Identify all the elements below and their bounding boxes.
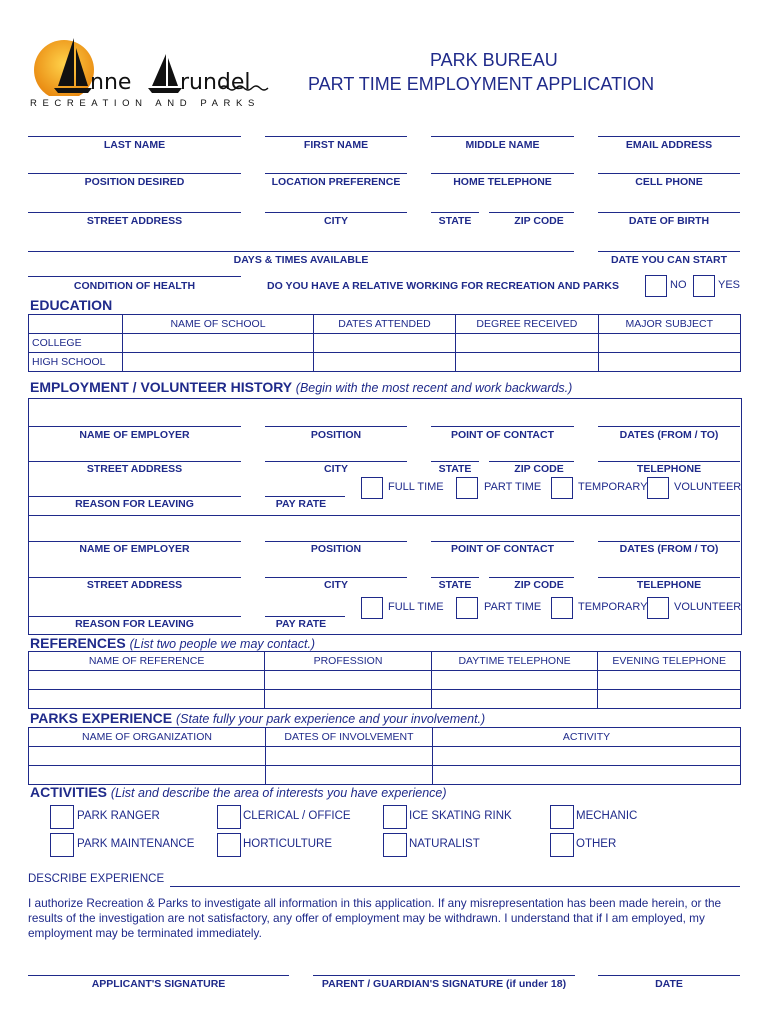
employer-street-field[interactable] [28, 577, 241, 578]
education-title: EDUCATION [30, 297, 113, 313]
education-cell[interactable] [456, 334, 598, 353]
education-header-degree: DEGREE RECEIVED [456, 315, 598, 334]
education-header-blank [29, 315, 123, 334]
activity-park-ranger-label: PARK RANGER [77, 810, 160, 822]
title-line2: PART TIME EMPLOYMENT APPLICATION [308, 74, 655, 94]
reason-leaving-label: REASON FOR LEAVING [75, 618, 194, 630]
activity-clerical-checkbox[interactable] [217, 805, 241, 829]
employer-telephone-field[interactable] [598, 461, 740, 462]
references-subtitle: (List two people we may contact.) [129, 637, 316, 651]
education-row-highschool-label: HIGH SCHOOL [29, 353, 123, 372]
employer-name-field[interactable] [28, 541, 241, 542]
employer-name-label: NAME OF EMPLOYER [79, 543, 190, 555]
relative-question-label: DO YOU HAVE A RELATIVE WORKING FOR RECREATION AND PARKS [267, 280, 619, 292]
employer-zip-label: ZIP CODE [514, 579, 564, 591]
location-preference-field[interactable] [265, 173, 407, 174]
employer-city-field[interactable] [265, 577, 407, 578]
date-field[interactable] [598, 975, 740, 976]
position-desired-field[interactable] [28, 173, 241, 174]
relative-yes-label: YES [718, 279, 741, 291]
employer-position-label: POSITION [310, 543, 362, 555]
parks-cell[interactable] [29, 747, 266, 766]
date-can-start-label: DATE YOU CAN START [610, 254, 728, 266]
date-of-birth-label: DATE OF BIRTH [628, 215, 710, 227]
days-times-field[interactable] [28, 251, 574, 252]
reference-cell[interactable] [598, 671, 741, 690]
condition-of-health-field[interactable] [28, 276, 241, 277]
parks-title-text: PARKS EXPERIENCE [30, 710, 173, 726]
reference-cell[interactable] [29, 690, 265, 709]
parks-subtitle: (State fully your park experience and your involvement.) [176, 712, 486, 726]
education-cell[interactable] [456, 353, 598, 372]
employment-divider [28, 515, 740, 516]
reference-cell[interactable] [265, 690, 432, 709]
activity-mechanic-label: MECHANIC [576, 810, 638, 822]
employer-street-label: STREET ADDRESS [86, 579, 183, 591]
employer-dates-field[interactable] [598, 426, 740, 427]
logo [28, 36, 278, 112]
email-label: EMAIL ADDRESS [625, 139, 713, 151]
employment-subtitle: (Begin with the most recent and work backwards.) [295, 381, 573, 395]
parks-cell[interactable] [266, 747, 433, 766]
activities-title-text: ACTIVITIES [30, 784, 108, 800]
state-label: STATE [438, 215, 472, 227]
pay-rate-label: PAY RATE [275, 618, 327, 630]
reason-leaving-field[interactable] [28, 496, 241, 497]
employer-state-field[interactable] [431, 577, 479, 578]
street-address-label: STREET ADDRESS [86, 215, 183, 227]
relative-yes-checkbox[interactable] [693, 275, 715, 297]
state-field[interactable] [431, 212, 479, 213]
employer-dates-field[interactable] [598, 541, 740, 542]
applicant-signature-label: APPLICANT'S SIGNATURE [91, 978, 226, 990]
parks-cell[interactable] [29, 766, 266, 785]
part-time-label: PART TIME [484, 601, 542, 613]
employer-city-field[interactable] [265, 461, 407, 462]
employer-telephone-field[interactable] [598, 577, 740, 578]
describe-experience-field[interactable] [170, 886, 740, 887]
temporary-label: TEMPORARY [578, 481, 648, 493]
employer-dates-label: DATES (FROM / TO) [619, 429, 719, 441]
middle-name-label: MIDDLE NAME [465, 139, 540, 151]
volunteer-checkbox[interactable] [647, 597, 669, 619]
employment-title-text: EMPLOYMENT / VOLUNTEER HISTORY [30, 379, 292, 395]
days-times-label: DAYS & TIMES AVAILABLE [233, 254, 369, 266]
sailboat-icon [152, 54, 166, 86]
first-name-label: FIRST NAME [303, 139, 369, 151]
employer-street-label: STREET ADDRESS [86, 463, 183, 475]
date-of-birth-field[interactable] [598, 212, 740, 213]
reference-cell[interactable] [29, 671, 265, 690]
references-header-daytime: DAYTIME TELEPHONE [431, 652, 598, 671]
home-telephone-label: HOME TELEPHONE [453, 176, 552, 188]
reference-cell[interactable] [265, 671, 432, 690]
education-cell[interactable] [313, 334, 455, 353]
position-desired-label: POSITION DESIRED [84, 176, 185, 188]
references-header-name: NAME OF REFERENCE [29, 652, 265, 671]
date-label: DATE [655, 978, 683, 990]
location-preference-label: LOCATION PREFERENCE [271, 176, 401, 188]
employer-position-label: POSITION [310, 429, 362, 441]
reference-cell[interactable] [598, 690, 741, 709]
full-time-label: FULL TIME [388, 601, 444, 613]
employer-name-label: NAME OF EMPLOYER [79, 429, 190, 441]
pay-rate-label: PAY RATE [275, 498, 327, 510]
activity-naturalist-checkbox[interactable] [383, 833, 407, 857]
parks-table [28, 727, 741, 785]
pay-rate-field[interactable] [265, 496, 345, 497]
zip-code-label: ZIP CODE [514, 215, 564, 227]
employer-state-field[interactable] [431, 461, 479, 462]
city-field[interactable] [265, 212, 407, 213]
reference-cell[interactable] [431, 671, 598, 690]
education-cell[interactable] [598, 353, 740, 372]
reference-cell[interactable] [431, 690, 598, 709]
part-time-checkbox[interactable] [456, 597, 478, 619]
education-cell[interactable] [598, 334, 740, 353]
title-line1: PARK BUREAU [430, 50, 558, 70]
activity-other-checkbox[interactable] [550, 833, 574, 857]
parks-cell[interactable] [433, 766, 741, 785]
describe-experience-label: DESCRIBE EXPERIENCE [28, 873, 165, 885]
employer-zip-label: ZIP CODE [514, 463, 564, 475]
employer-zip-field[interactable] [489, 577, 574, 578]
education-header-dates: DATES ATTENDED [313, 315, 455, 334]
logo-name-part1: nne [90, 70, 132, 95]
employer-street-field[interactable] [28, 461, 241, 462]
employer-state-label: STATE [438, 463, 472, 475]
volunteer-label: VOLUNTEER [674, 481, 742, 493]
reason-leaving-label: REASON FOR LEAVING [75, 498, 194, 510]
full-time-label: FULL TIME [388, 481, 444, 493]
activities-title [30, 784, 447, 800]
employer-position-field[interactable] [265, 426, 407, 427]
volunteer-label: VOLUNTEER [674, 601, 742, 613]
last-name-field[interactable] [28, 136, 241, 137]
activity-naturalist-label: NATURALIST [409, 838, 480, 850]
references-header-evening: EVENING TELEPHONE [598, 652, 741, 671]
condition-of-health-label: CONDITION OF HEALTH [73, 280, 196, 292]
education-header-major: MAJOR SUBJECT [598, 315, 740, 334]
education-row-college-label: COLLEGE [29, 334, 123, 353]
references-title-text: REFERENCES [30, 635, 126, 651]
pay-rate-field[interactable] [265, 616, 345, 617]
education-cell[interactable] [123, 353, 314, 372]
employer-dates-label: DATES (FROM / TO) [619, 543, 719, 555]
guardian-signature-label: PARENT / GUARDIAN'S SIGNATURE (if under 18) [321, 978, 567, 990]
activity-horticulture-label: HORTICULTURE [243, 838, 333, 850]
guardian-signature-field[interactable] [313, 975, 575, 976]
parks-header-organization: NAME OF ORGANIZATION [29, 728, 266, 747]
first-name-field[interactable] [265, 136, 407, 137]
activity-park-ranger-checkbox[interactable] [50, 805, 74, 829]
parks-cell[interactable] [266, 766, 433, 785]
full-time-checkbox[interactable] [361, 477, 383, 499]
logo-tagline: RECREATION AND PARKS [30, 98, 260, 109]
last-name-label: LAST NAME [103, 139, 166, 151]
cell-phone-field[interactable] [598, 173, 740, 174]
activity-park-maintenance-checkbox[interactable] [50, 833, 74, 857]
employer-contact-field[interactable] [431, 426, 574, 427]
parks-cell[interactable] [433, 747, 741, 766]
city-label: CITY [324, 215, 348, 227]
activity-other-label: OTHER [576, 838, 617, 850]
authorization-statement: I authorize Recreation & Parks to investigate all information in this application. If any misrepresentation has been made herein, or the results of the investigation are not satisfactory, any offer of employment may be withdrawn. I understand that if I am employed, my employment may be terminated immediately. [28, 896, 722, 940]
activity-park-maintenance-label: PARK MAINTENANCE [77, 838, 195, 850]
part-time-checkbox[interactable] [456, 477, 478, 499]
activity-ice-skating-checkbox[interactable] [383, 805, 407, 829]
logo-name-part2: rundel [180, 70, 251, 95]
relative-no-label: NO [670, 279, 687, 291]
parks-title [30, 710, 485, 726]
employer-contact-label: POINT OF CONTACT [450, 543, 555, 555]
employer-telephone-label: TELEPHONE [636, 579, 702, 591]
employer-state-label: STATE [438, 579, 472, 591]
education-cell[interactable] [123, 334, 314, 353]
employment-title [30, 379, 572, 395]
zip-code-field[interactable] [489, 212, 574, 213]
temporary-checkbox[interactable] [551, 477, 573, 499]
part-time-label: PART TIME [484, 481, 542, 493]
cell-phone-label: CELL PHONE [635, 176, 703, 188]
employer-city-label: CITY [324, 579, 348, 591]
references-title [30, 635, 315, 651]
temporary-checkbox[interactable] [551, 597, 573, 619]
employer-contact-label: POINT OF CONTACT [450, 429, 555, 441]
activity-clerical-label: CLERICAL / OFFICE [243, 810, 351, 822]
education-header-school: NAME OF SCHOOL [123, 315, 314, 334]
reason-leaving-field[interactable] [28, 616, 241, 617]
full-time-checkbox[interactable] [361, 597, 383, 619]
employer-zip-field[interactable] [489, 461, 574, 462]
employer-telephone-label: TELEPHONE [636, 463, 702, 475]
activity-horticulture-checkbox[interactable] [217, 833, 241, 857]
activity-mechanic-checkbox[interactable] [550, 805, 574, 829]
middle-name-field[interactable] [431, 136, 574, 137]
references-header-profession: PROFESSION [265, 652, 432, 671]
street-address-field[interactable] [28, 212, 241, 213]
temporary-label: TEMPORARY [578, 601, 648, 613]
activities-subtitle: (List and describe the area of interests you have experience) [110, 786, 447, 800]
education-cell[interactable] [313, 353, 455, 372]
relative-no-checkbox[interactable] [645, 275, 667, 297]
parks-header-activity: ACTIVITY [433, 728, 741, 747]
references-table [28, 651, 741, 709]
employer-position-field[interactable] [265, 541, 407, 542]
date-can-start-field[interactable] [598, 251, 740, 252]
employer-city-label: CITY [324, 463, 348, 475]
applicant-signature-field[interactable] [28, 975, 289, 976]
email-field[interactable] [598, 136, 740, 137]
employer-name-field[interactable] [28, 426, 241, 427]
home-telephone-field[interactable] [431, 173, 574, 174]
education-table [28, 314, 741, 372]
volunteer-checkbox[interactable] [647, 477, 669, 499]
parks-header-dates: DATES OF INVOLVEMENT [266, 728, 433, 747]
employer-contact-field[interactable] [431, 541, 574, 542]
activity-ice-skating-label: ICE SKATING RINK [409, 810, 512, 822]
